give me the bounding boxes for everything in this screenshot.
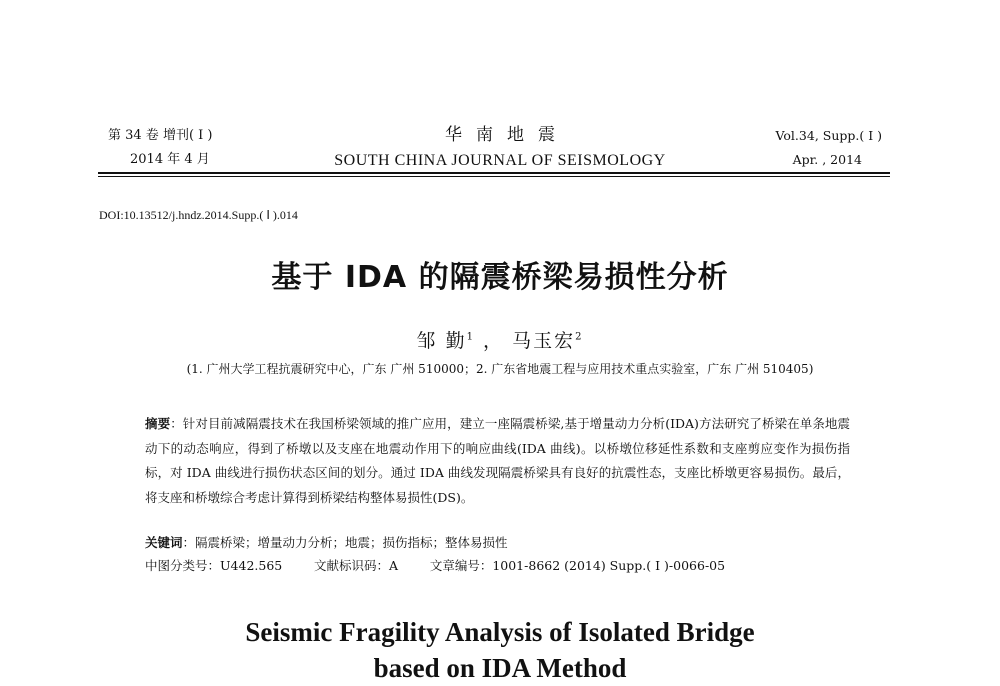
paper-title-en-line: based on IDA Method xyxy=(373,653,627,683)
issue-date-en: Apr. , 2014 xyxy=(792,152,862,167)
author-affiliation-mark: 2 xyxy=(575,331,584,343)
header-rule-thin xyxy=(98,176,890,177)
classification-info: 中图分类号：U442.565 文献标识码：A 文章编号：1001-8662 (2014) Supp.( Ⅰ )-0066-05 xyxy=(145,558,726,573)
author-affiliation-mark: 1 xyxy=(466,331,475,343)
author-name: 邹 勤 xyxy=(416,330,467,352)
issue-info xyxy=(108,124,212,172)
issue-info-en xyxy=(776,124,882,172)
header-rule-thick xyxy=(98,172,890,174)
journal-name-en: SOUTH CHINA JOURNAL OF SEISMOLOGY xyxy=(334,152,666,169)
journal-header xyxy=(300,124,700,170)
doi: DOI:10.13512/j.hndz.2014.Supp.( Ⅰ ).014 xyxy=(99,208,298,222)
affiliations: (1. 广州大学工程抗震研究中心，广东 广州 510000；2. 广东省地震工程与应用技术重点实验室，广东 广州 510405) xyxy=(186,362,814,376)
paper-title-en xyxy=(0,614,1000,686)
abstract-label: 摘要 xyxy=(145,416,171,431)
author-name: 马玉宏 xyxy=(512,330,576,352)
keywords-label: 关键词 xyxy=(145,535,183,550)
author-separator: ， xyxy=(474,330,505,352)
keywords xyxy=(145,533,508,551)
volume-issue: 第 34 卷 增刊( Ⅰ ) xyxy=(108,128,213,143)
volume-issue-en: Vol.34, Supp.( Ⅰ ) xyxy=(775,128,882,143)
journal-name-cn: 华南地震 xyxy=(445,125,569,145)
issue-date: 2014 年 4 月 xyxy=(130,152,210,167)
author-list xyxy=(0,326,1000,353)
paper-title-cn: 基于 IDA 的隔震桥梁易损性分析 xyxy=(271,260,729,295)
keywords-text: ：隔震桥梁；增量动力分析；地震；损伤指标；整体易损性 xyxy=(182,535,508,550)
paper-title-en-line: Seismic Fragility Analysis of Isolated Bridge xyxy=(245,617,755,647)
abstract-text: ：针对目前减隔震技术在我国桥梁领域的推广应用，建立一座隔震桥梁,基于增量动力分析(IDA)方法研究了桥梁在单条地震动下的动态响应，得到了桥墩以及支座在地震动作用下的响应曲线(IDA 曲线)。以桥墩位移延性系数和支座剪应变作为损伤指标，对 IDA 曲线进行损伤状态区间的划分。通过 IDA 曲线发现隔震桥梁具有良好的抗震性态，支座比桥墩更容易损伤。最后，将支座和桥墩综合考虑计算得到桥梁结构整体易损性(DS)。 xyxy=(145,416,850,505)
abstract xyxy=(145,412,850,510)
